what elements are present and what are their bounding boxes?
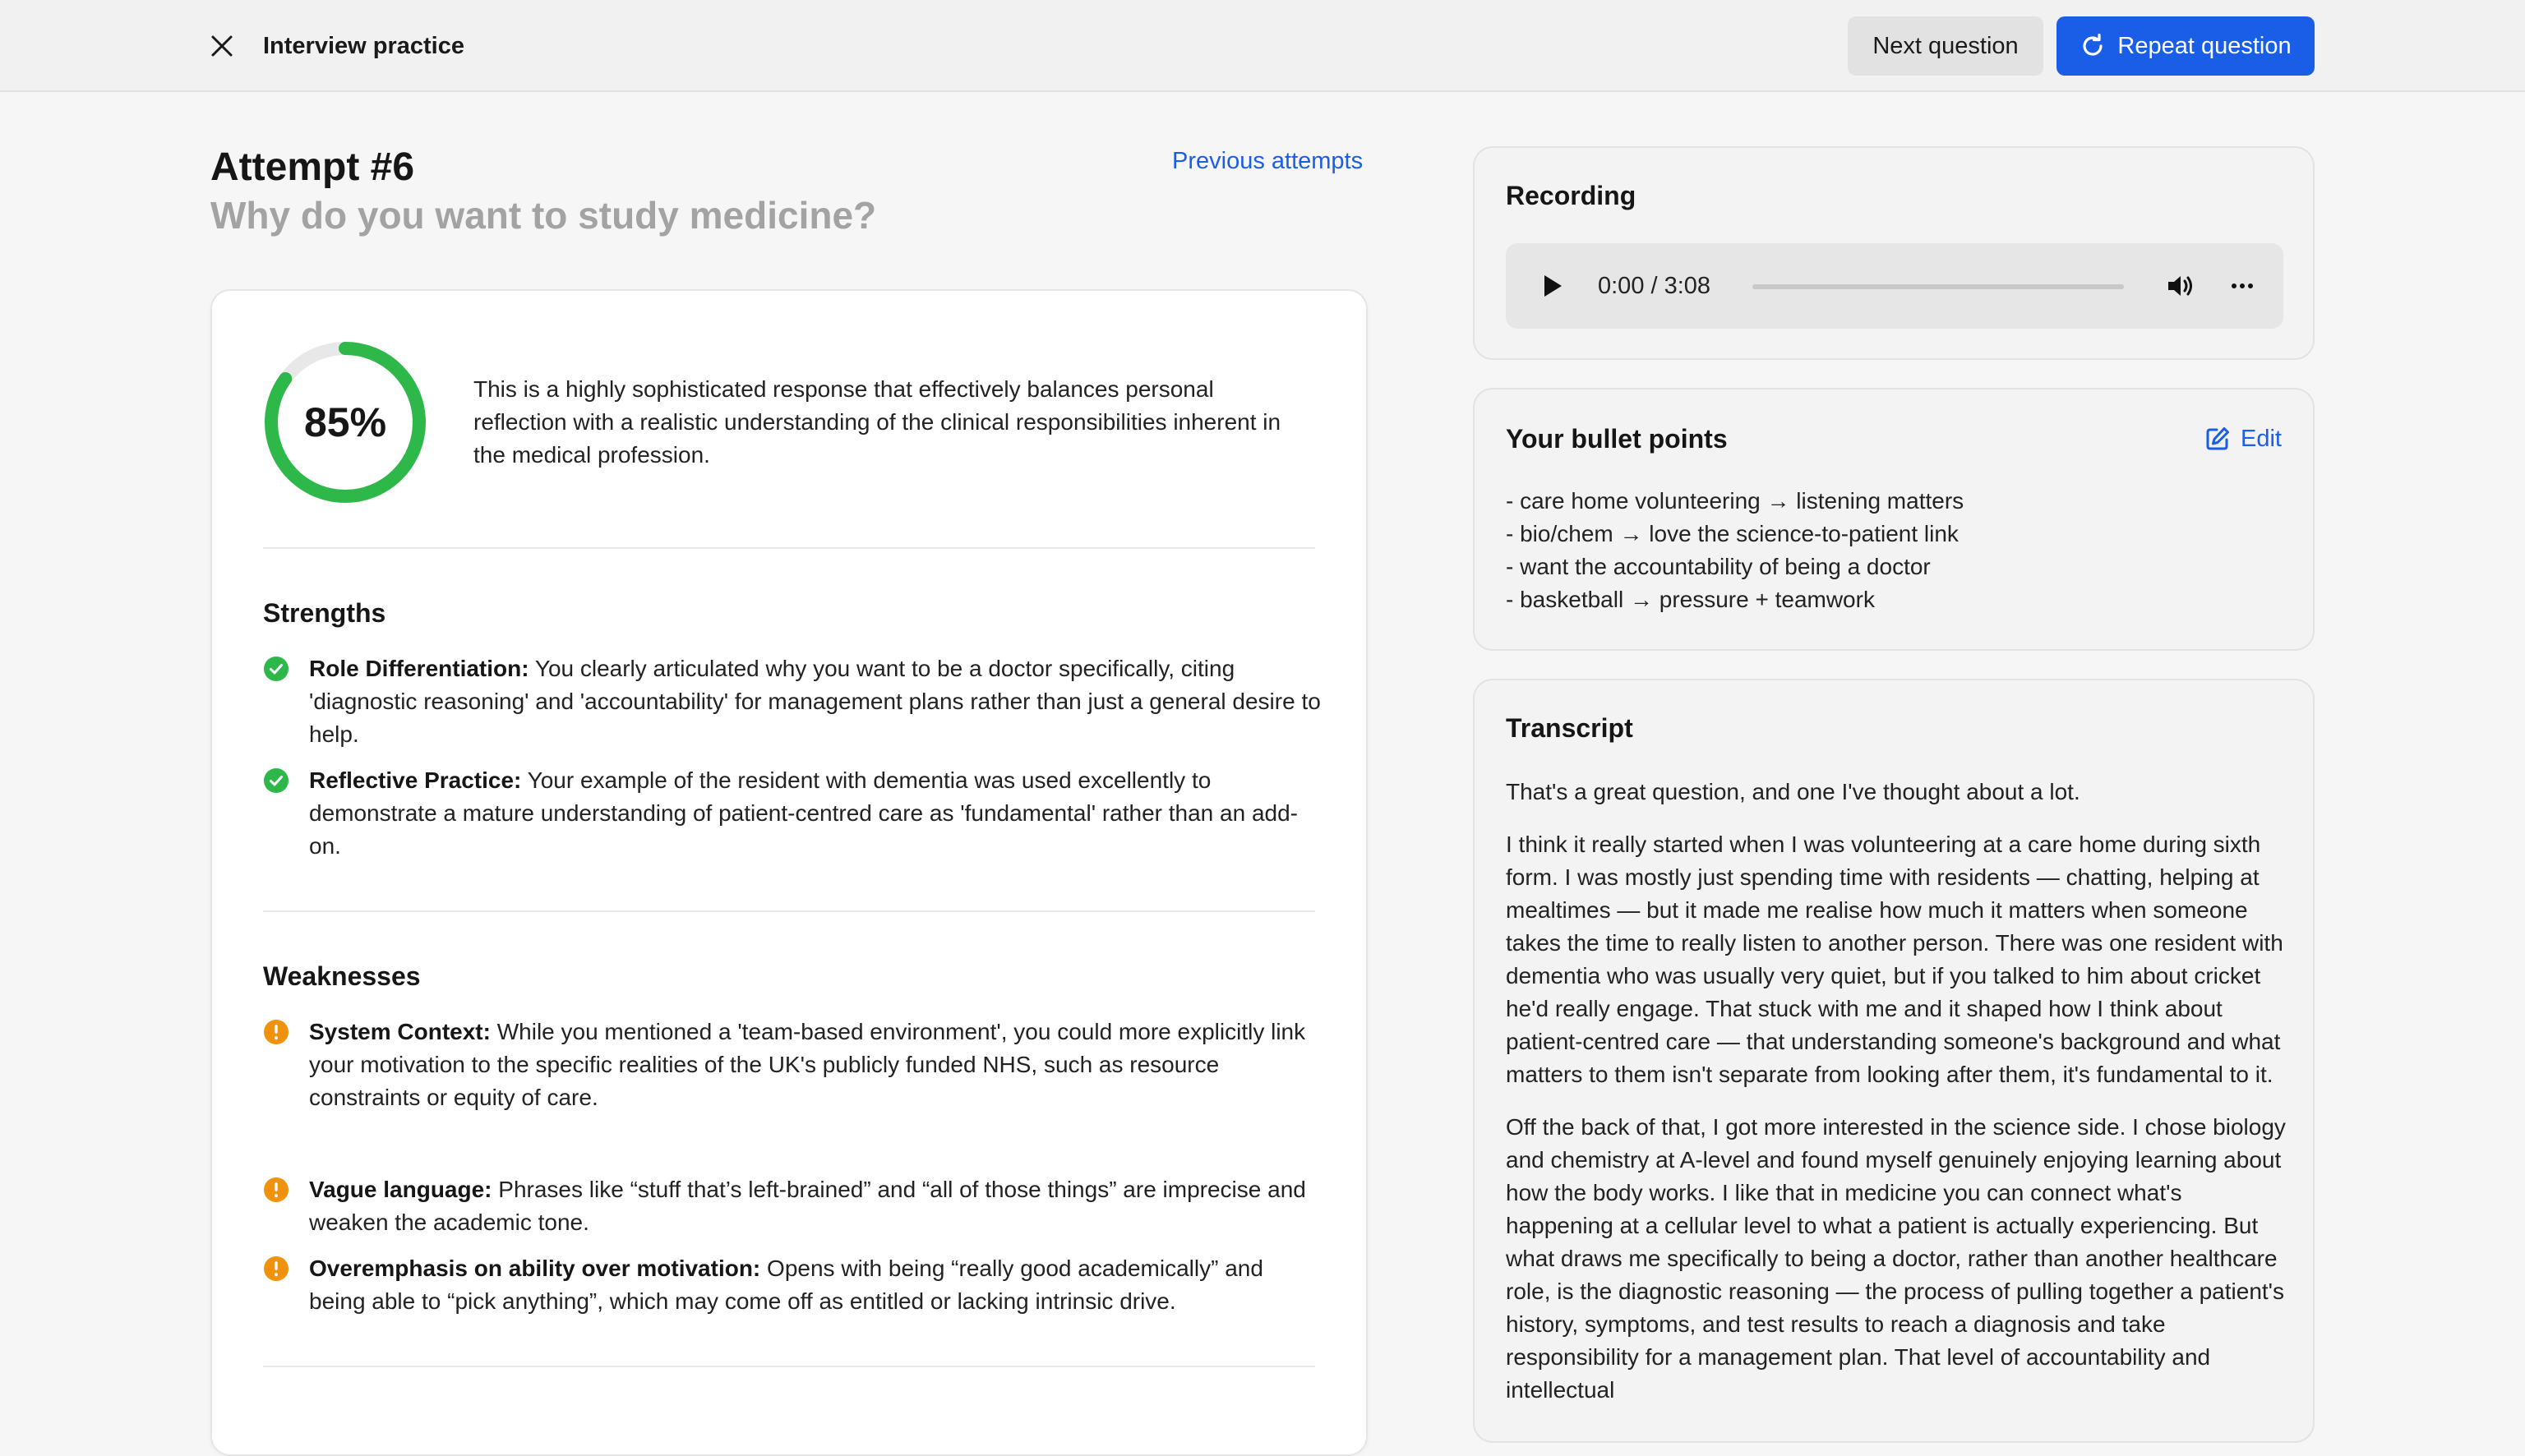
bullet-item: - want the accountability of being a doctor <box>1506 554 1931 579</box>
bullet-points-title: Your bullet points <box>1506 424 1728 454</box>
repeat-question-button[interactable] <box>2056 16 2315 76</box>
check-circle-icon <box>263 767 289 794</box>
more-icon[interactable] <box>2226 270 2259 302</box>
attempt-title: Attempt #6 <box>210 145 415 189</box>
feedback-summary: This is a highly sophisticated response that effectively balances personal reflection with a realistic understanding of the clinical responsibilities inherent in the medical profession. <box>473 376 1281 468</box>
next-question-button[interactable]: Next question <box>1848 16 2043 76</box>
weakness-item <box>263 1173 1323 1239</box>
close-icon <box>210 34 234 58</box>
recording-title: Recording <box>1506 181 1636 210</box>
seek-bar[interactable] <box>1752 284 2124 289</box>
strength-text: Role Differentiation: You clearly articulated why you want to be a doctor specifically, citing 'diagnostic reasoning' and 'accountability' for management plans rather than just a general desire to help. <box>309 656 1321 747</box>
divider <box>263 910 1315 912</box>
strength-item <box>263 652 1323 751</box>
edit-icon <box>2204 426 2231 452</box>
weakness-text: System Context: While you mentioned a 'team-based environment', you could more explicitly link your motivation to the specific realities of the UK's publicly funded NHS, such as resource constraints or equity of care. <box>309 1019 1306 1110</box>
transcript-body <box>1506 776 2287 1426</box>
weakness-text: Vague language: Phrases like “stuff that’s left-brained” and “all of those things” are imprecise and weaken the academic tone. <box>309 1177 1306 1235</box>
check-circle-icon <box>263 656 289 682</box>
score-value: 85% <box>303 399 387 445</box>
refresh-icon <box>2080 33 2106 59</box>
edit-bullets-button[interactable] <box>2204 422 2282 455</box>
alert-circle-icon <box>263 1019 289 1045</box>
feedback-card <box>210 289 1368 1456</box>
question-text: Why do you want to study medicine? <box>210 194 877 237</box>
transcript-paragraph: Off the back of that, I got more interested in the science side. I chose biology and chemistry at A-level and found myself genuinely enjoying learning about how the body works. I like that in medicine you can connect what's happening at a cellular level to what a patient is actually experiencing. But what draws me specifically to being a doctor, rather than another healthcare role, is the diagnostic reasoning — the process of pulling together a patient's history, symptoms, and test results to reach a diagnosis and take responsibility for a management plan. That level of accountability and intellectual <box>1506 1114 2286 1403</box>
close-button[interactable] <box>204 28 240 64</box>
bullet-points-card <box>1473 388 2315 651</box>
transcript-title: Transcript <box>1506 713 1633 743</box>
bullet-item: - bio/chem → love the science-to-patient link <box>1506 521 1959 546</box>
transcript-card <box>1473 679 2315 1443</box>
weakness-text: Overemphasis on ability over motivation: Opens with being “really good academically” and being able to “pick anything”, which may come off as entitled or lacking intrinsic drive. <box>309 1256 1263 1314</box>
repeat-question-label: Repeat question <box>2117 32 2292 59</box>
transcript-paragraph: That's a great question, and one I've thought about a lot. <box>1506 779 2080 804</box>
transcript-paragraph: I think it really started when I was volunteering at a care home during sixth form. I was mostly just spending time with residents — chatting, helping at mealtimes — but it made me realise how much it matters when someone takes the time to really listen to another person. There was one resident with dementia who was usually very quiet, but if you talked to him about cricket he'd really engage. That stuck with me and it shaped how I think about patient-centred care — that understanding someone's background and what matters to them isn't separate from looking after them, it's fundamental to it. <box>1506 832 2283 1087</box>
strength-text: Reflective Practice: Your example of the resident with dementia was used excellently to demonstrate a mature understanding of patient-centred care as 'fundamental' rather than an add-on. <box>309 767 1298 859</box>
weakness-item <box>263 1016 1323 1114</box>
bullet-item: - care home volunteering → listening matters <box>1506 488 1964 514</box>
bullet-list <box>1506 485 1964 616</box>
previous-attempts-link[interactable]: Previous attempts <box>1172 148 1364 174</box>
bullet-item: - basketball → pressure + teamwork <box>1506 587 1875 612</box>
recording-card <box>1473 146 2315 360</box>
strength-item <box>263 764 1323 863</box>
weaknesses-title: Weaknesses <box>263 961 421 991</box>
weakness-item <box>263 1252 1323 1318</box>
divider <box>263 1366 1315 1367</box>
top-bar <box>0 0 2525 92</box>
playback-time: 0:00 / 3:08 <box>1598 273 1711 299</box>
divider <box>263 547 1315 549</box>
play-icon[interactable] <box>1535 270 1568 302</box>
strengths-title: Strengths <box>263 598 386 628</box>
app-title: Interview practice <box>263 33 464 59</box>
alert-circle-icon <box>263 1177 289 1203</box>
audio-player <box>1506 243 2283 329</box>
edit-label: Edit <box>2241 426 2282 452</box>
volume-icon[interactable] <box>2163 270 2196 302</box>
alert-circle-icon <box>263 1256 289 1282</box>
